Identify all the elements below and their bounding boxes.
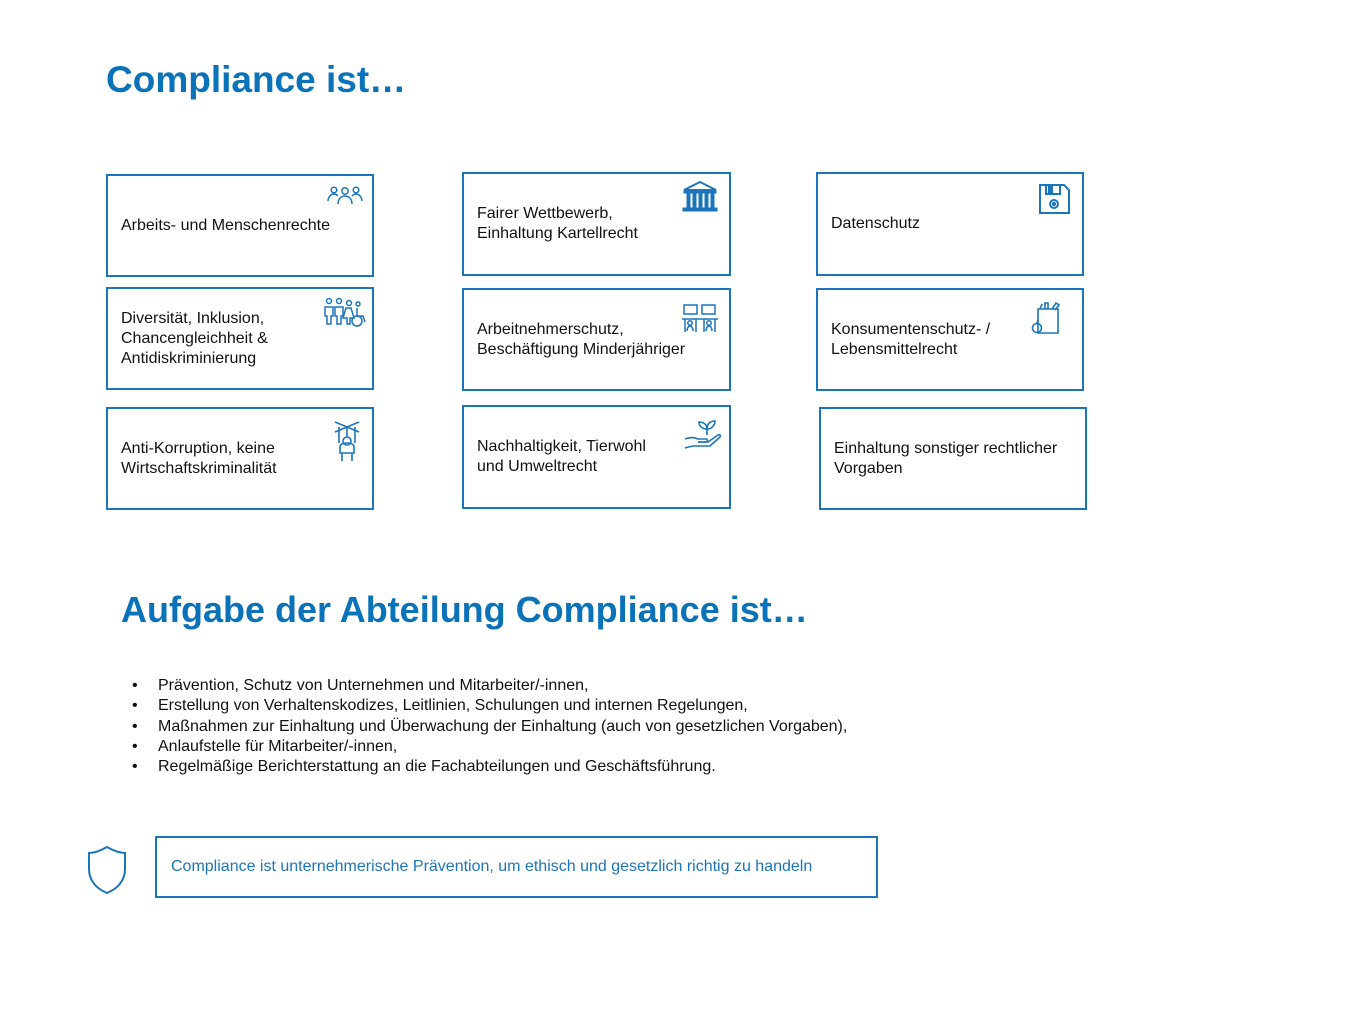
card-text-line: und Umweltrecht (477, 458, 598, 475)
card-anti-korruption (106, 407, 374, 510)
card-nachhaltigkeit (462, 405, 731, 509)
grocery-bag-icon (1026, 301, 1066, 335)
card-text-line: Lebensmittelrecht (831, 340, 958, 358)
list-item: • Erstellung von Verhaltenskodizes, Leitlinien, Schulungen und internen Regelungen, (130, 696, 847, 716)
card-text-line: Arbeits- und Menschenrechte (121, 216, 330, 234)
card-text-line: Einhaltung sonstiger rechtlicher (834, 439, 1058, 457)
card-text-line: Datenschutz (831, 215, 920, 232)
card-text-line: Beschäftigung Minderjähriger (477, 340, 686, 358)
card-text-line: Konsumentenschutz- / (831, 320, 991, 338)
hand-with-plant-icon (683, 417, 723, 451)
callout-box (155, 836, 878, 898)
shield-icon (86, 845, 128, 895)
task-list (130, 676, 847, 777)
card-text-line: Anti-Korruption, keine (121, 439, 275, 457)
bank-building-icon (680, 180, 720, 214)
group-of-people-icon (325, 182, 365, 216)
card-text-line: Wirtschaftskriminalität (121, 459, 277, 477)
section-title-compliance: Compliance ist… (106, 59, 407, 100)
card-text-line: Nachhaltigkeit, Tierwohl (477, 438, 646, 455)
card-text-line: Chancengleichheit & (121, 329, 268, 347)
card-text-line: Fairer Wettbewerb, (477, 205, 613, 222)
card-arbeitnehmerschutz (462, 288, 731, 391)
list-item: • Regelmäßige Berichterstattung an die Fachabteilungen und Geschäftsführung. (130, 757, 847, 777)
workers-at-desks-icon (680, 302, 720, 336)
card-text-line: Vorgaben (834, 459, 903, 477)
list-item: • Prävention, Schutz von Unternehmen und Mitarbeiter/-innen, (130, 676, 847, 696)
section-title-aufgabe: Aufgabe der Abteilung Compliance ist… (121, 589, 808, 630)
card-text-line: Arbeitnehmerschutz, (477, 320, 624, 338)
callout-text: Compliance ist unternehmerische Prävention, um ethisch und gesetzlich richtig zu handeln (171, 858, 813, 875)
card-text-line: Diversität, Inklusion, (121, 309, 265, 327)
card-text-line: Einhaltung Kartellrecht (477, 225, 638, 242)
list-item: • Anlaufstelle für Mitarbeiter/-innen, (130, 737, 847, 757)
card-diversitaet (106, 287, 374, 390)
list-item: • Maßnahmen zur Einhaltung und Überwachung der Einhaltung (auch von gesetzlichen Vorgaben), (130, 717, 847, 737)
diverse-people-wheelchair-icon (323, 296, 367, 330)
card-sonstige-vorgaben (819, 407, 1087, 510)
card-konsumentenschutz (816, 288, 1084, 391)
card-text-line: Antidiskriminierung (121, 349, 257, 367)
floppy-disk-icon (1034, 182, 1074, 216)
card-fairer-wettbewerb (462, 172, 731, 276)
puppet-strings-icon (327, 419, 367, 463)
card-datenschutz (816, 172, 1084, 276)
card-arbeits-menschenrechte (106, 174, 374, 277)
